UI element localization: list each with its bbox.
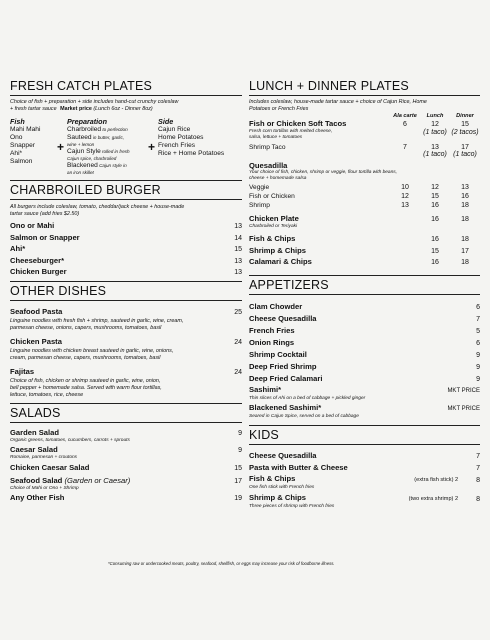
item-name: Ahi* xyxy=(10,244,26,253)
menu-item xyxy=(249,474,480,491)
item-name: Pasta with Butter & Cheese xyxy=(249,462,348,472)
portion-size-note: (Lunch 6oz - Dinner 8oz) xyxy=(91,106,153,112)
fresh-catch-desc-line1: Choice of fish + preparation + side includes hand-cut crunchy coleslaw xyxy=(10,99,179,105)
item-price: 17 xyxy=(234,477,242,485)
menu-item xyxy=(249,361,480,373)
item-name: Chicken Pasta xyxy=(10,336,62,346)
item-price: 24 xyxy=(234,368,242,376)
desc-line: cream, parmesan cheese, capers, mushrooms, tomatoes, basil xyxy=(10,354,161,361)
item-price: 9 xyxy=(476,351,480,359)
item-price: 9 xyxy=(238,429,242,437)
menu-item xyxy=(249,450,480,462)
item-name: Shrimp Taco xyxy=(249,144,286,151)
lunch-dinner-section xyxy=(249,78,480,269)
item-price: 5 xyxy=(476,327,480,335)
item-price: 15 xyxy=(431,193,439,200)
item-price: 16 xyxy=(431,259,439,266)
left-column xyxy=(10,78,242,503)
item-name: Clam Chowder xyxy=(249,301,303,311)
fish-option: Snapper xyxy=(10,142,35,149)
item-description: One fish stick with French fries xyxy=(249,484,315,490)
menu-item xyxy=(10,233,242,245)
item-name: Calamari & Chips xyxy=(249,257,312,266)
prep-detail: to perfection xyxy=(101,127,128,132)
item-price: 9 xyxy=(476,363,480,371)
item-price: 7 xyxy=(476,315,480,323)
menu-item xyxy=(249,234,480,246)
item-price: 17 xyxy=(461,144,469,151)
item-description: Seared in Cajun Spice, served on a bed of cabbage xyxy=(249,413,359,419)
prep-option: Sauteed xyxy=(67,134,92,141)
item-price: 15 xyxy=(431,247,439,255)
prep-option: Cajun Style xyxy=(67,148,101,155)
item-price: 18 xyxy=(461,202,469,209)
menu-item xyxy=(10,307,242,332)
burger-list xyxy=(10,221,242,279)
quesadilla-item xyxy=(249,161,480,209)
appetizer-list xyxy=(249,301,480,420)
kids-list xyxy=(249,450,480,510)
fresh-catch-desc-line2: + fresh tartar sauce xyxy=(10,106,57,112)
burger-desc-line1: All burgers include coleslaw, tomato, cheddar/jack cheese + house-made xyxy=(10,204,185,210)
menu-item xyxy=(249,493,480,510)
menu-item xyxy=(10,445,242,461)
item-name: Garden Salad xyxy=(10,427,59,437)
preparation-header: Preparation xyxy=(67,117,107,126)
item-name: French Fries xyxy=(249,325,295,335)
fish-option: Ono xyxy=(10,134,23,141)
item-name: Fish & Chips xyxy=(249,473,296,483)
prep-option: Blackened xyxy=(67,162,98,169)
item-price: 9 xyxy=(238,446,242,454)
item-price: 12 xyxy=(401,193,409,200)
side-option: Home Potatoes xyxy=(158,134,204,141)
item-description: Thin slices of Ahi on a bed of cabbage + pickled ginger xyxy=(249,395,366,401)
item-price: 17 xyxy=(461,247,469,255)
item-price: 25 xyxy=(234,308,242,316)
menu-item xyxy=(10,244,242,256)
menu-item xyxy=(10,367,242,399)
menu-item xyxy=(249,385,480,402)
burger-title: CHARBROILED BURGER xyxy=(10,180,242,200)
column-header: Dinner xyxy=(456,113,474,119)
item-description: Three pieces of shrimp with French fries xyxy=(249,503,335,509)
plus-sign: + xyxy=(57,139,65,154)
desc-line: bell pepper + homemade salsa. Served with warm flour tortillas, xyxy=(10,384,162,391)
option-label: Fish or Chicken xyxy=(249,193,295,200)
plates-list xyxy=(249,234,480,269)
option-label: Veggie xyxy=(249,184,270,191)
item-price: 6 xyxy=(476,339,480,347)
item-note: (extra fish stick) 2 xyxy=(414,476,459,483)
prep-option: Charbroiled xyxy=(67,126,102,133)
item-name: Fish or Chicken Soft Tacos xyxy=(249,119,347,128)
other-dishes-title: OTHER DISHES xyxy=(10,281,242,301)
menu-item xyxy=(249,214,480,230)
side-option: Cajun Rice xyxy=(158,126,191,133)
item-note: (Garden or Caesar) xyxy=(62,475,131,485)
menu-item xyxy=(249,246,480,258)
item-name: Cheese Quesadilla xyxy=(249,313,317,323)
menu-item xyxy=(249,144,480,158)
item-price: 13 xyxy=(234,269,242,276)
prep-detail: rolled in fresh xyxy=(100,149,130,154)
preparation-column xyxy=(67,117,145,176)
item-name: Chicken Burger xyxy=(10,267,67,276)
menu-item xyxy=(249,337,480,349)
item-price: 9 xyxy=(476,375,480,383)
item-price: MKT PRICE xyxy=(447,405,480,412)
item-price: 7 xyxy=(476,464,480,472)
side-option: French Fries xyxy=(158,142,196,149)
item-price: 13 xyxy=(431,144,439,151)
fresh-catch-title: FRESH CATCH PLATES xyxy=(10,78,242,96)
menu-item xyxy=(10,267,242,279)
salads-title: SALADS xyxy=(10,403,242,423)
side-header: Side xyxy=(158,117,174,126)
desc-line: salsa, lettuce + tomatoes xyxy=(249,135,303,140)
item-price: 15 xyxy=(234,464,242,472)
menu-item xyxy=(10,337,242,362)
menu-item xyxy=(249,462,480,474)
item-price: 16 xyxy=(461,193,469,200)
item-price: 19 xyxy=(234,494,242,502)
other-dishes-section xyxy=(10,281,242,399)
burger-desc-line2: tartar sauce (add fries $2.50) xyxy=(10,211,80,217)
item-name: Onion Rings xyxy=(249,337,295,347)
item-name: Shrimp & Chips xyxy=(249,245,306,255)
item-price: 18 xyxy=(461,216,469,223)
item-name: Any Other Fish xyxy=(10,492,65,502)
item-price: MKT PRICE xyxy=(447,387,480,394)
portion-note: (2 tacos) xyxy=(451,129,479,136)
item-name: Chicken Caesar Salad xyxy=(10,462,90,472)
prep-detail: Cajun style in xyxy=(97,163,127,168)
menu-item xyxy=(249,373,480,385)
desc-line: Linguine noodles with fresh fish + shrimp, sauteed in garlic, wine, cream, xyxy=(10,317,184,324)
item-price: 18 xyxy=(461,236,469,243)
item-price: 10 xyxy=(401,184,409,191)
item-name: Shrimp Cocktail xyxy=(249,349,307,359)
side-column xyxy=(158,117,240,176)
menu-item xyxy=(10,428,242,444)
item-price: 13 xyxy=(401,202,409,209)
item-price: 12 xyxy=(431,121,439,128)
item-price: 14 xyxy=(234,234,242,242)
item-price: 8 xyxy=(476,476,480,484)
item-note: (two extra shrimp) 2 xyxy=(408,495,459,502)
desc-line: cheese + homemade salsa xyxy=(249,176,307,181)
portion-note: (1 taco) xyxy=(423,129,447,136)
menu-item xyxy=(249,313,480,325)
menu-item xyxy=(10,493,242,503)
quesadilla-option xyxy=(249,193,480,200)
item-name: Cheeseburger* xyxy=(10,255,65,265)
column-header: Ala carte xyxy=(393,113,417,119)
fresh-catch-description xyxy=(10,99,242,113)
desc-line: Includes coleslaw, house-made tartar sauce + choice of Cajun Rice, Home xyxy=(249,99,427,105)
item-description xyxy=(10,318,242,332)
kids-section xyxy=(249,425,480,510)
item-price: 12 xyxy=(431,184,439,191)
item-name: Blackened Sashimi* xyxy=(249,402,322,412)
plus-sign: + xyxy=(148,139,156,154)
fresh-catch-section xyxy=(10,78,242,176)
item-name: Deep Fried Calamari xyxy=(249,373,323,383)
option-label: Shrimp xyxy=(249,202,270,209)
portion-note: (1 taco) xyxy=(423,151,447,158)
item-price: 24 xyxy=(234,338,242,346)
prep-detail: an iron skillet xyxy=(67,170,94,175)
burger-description xyxy=(10,204,242,218)
quesadilla-option xyxy=(249,202,480,209)
item-description: Organic greens, tomatoes, cucumbers, carrots + sprouts xyxy=(10,437,130,443)
item-description: Charbroiled or Teriyaki xyxy=(249,224,298,229)
item-name: Seafood Pasta xyxy=(10,306,63,316)
item-description xyxy=(249,170,480,182)
item-price: 16 xyxy=(431,202,439,209)
desc-line: lettuce, tomatoes, rice, cheese xyxy=(10,391,84,398)
column-header: Lunch xyxy=(426,113,444,119)
fish-column xyxy=(10,117,54,176)
item-name: Cheese Quesadilla xyxy=(249,450,317,460)
item-name: Seafood Salad xyxy=(10,475,63,485)
item-price: 15 xyxy=(234,246,242,253)
item-price: 6 xyxy=(403,121,407,128)
fish-option: Ahi* xyxy=(10,150,23,157)
lunch-dinner-description xyxy=(249,99,480,113)
quesadilla-option xyxy=(249,184,480,191)
burger-section xyxy=(10,180,242,279)
right-column xyxy=(249,78,480,510)
menu-item xyxy=(249,257,480,269)
item-price: 7 xyxy=(476,452,480,460)
desc-line: parmesan cheese, onions, capers, mushrooms, tomatoes, basil xyxy=(10,324,162,331)
desc-line: Fresh corn tortillas with melted cheese, xyxy=(249,129,333,134)
fish-option: Salmon xyxy=(10,158,33,165)
appetizers-section xyxy=(249,275,480,420)
item-price: 13 xyxy=(461,184,469,191)
prep-detail: in butter, garlic, xyxy=(91,135,125,140)
desc-line: Choice of fish, chicken or shrimp sauteed in garlic, wine, onion, xyxy=(10,377,161,384)
prep-detail: wine + lemon xyxy=(67,142,95,147)
desc-line: Potatoes or French Fries xyxy=(249,106,309,112)
item-description xyxy=(249,129,332,141)
item-name: Quesadilla xyxy=(249,161,288,170)
item-price: 13 xyxy=(234,223,242,230)
item-description: Choice of Mahi or Ono + Shrimp xyxy=(10,485,79,491)
portion-note: (1 taco) xyxy=(453,151,477,158)
side-option: Rice + Home Potatoes xyxy=(158,150,225,157)
item-price: 16 xyxy=(431,216,439,223)
menu-item xyxy=(249,119,480,141)
item-price: 7 xyxy=(403,144,407,151)
raw-food-disclaimer: *Consuming raw or undercooked meats, poultry, seafood, shellfish, or eggs may increase your risk of foodborne illness. xyxy=(108,561,335,566)
item-price: 16 xyxy=(431,236,439,243)
item-price: 13 xyxy=(234,257,242,265)
market-price-label: Market price xyxy=(60,106,92,112)
desc-line: Linguine noodles with chicken breast sauteed in garlic, wine, onions, xyxy=(10,347,174,354)
item-name: Ono or Mahi xyxy=(10,221,55,230)
item-description: Romaine, parmesan + croutons xyxy=(10,454,78,460)
item-name: Caesar Salad xyxy=(10,444,58,454)
lunch-dinner-title: LUNCH + DINNER PLATES xyxy=(249,78,480,96)
item-price: 8 xyxy=(476,495,480,503)
item-name: Fajitas xyxy=(10,366,35,376)
kids-title: KIDS xyxy=(249,425,480,445)
menu-item xyxy=(249,349,480,361)
fish-option: Mahi Mahi xyxy=(10,126,41,133)
item-price: 18 xyxy=(461,259,469,266)
item-name: Sashimi* xyxy=(249,384,282,394)
item-description xyxy=(10,378,242,399)
item-name: Deep Fried Shrimp xyxy=(249,361,317,371)
menu-item xyxy=(10,221,242,233)
menu-item xyxy=(249,301,480,313)
item-price: 6 xyxy=(476,303,480,311)
fresh-catch-options xyxy=(10,117,242,176)
item-name: Chicken Plate xyxy=(249,214,299,223)
item-name: Shrimp & Chips xyxy=(249,492,306,502)
appetizers-title: APPETIZERS xyxy=(249,275,480,295)
item-description xyxy=(10,348,242,362)
item-name: Salmon or Snapper xyxy=(10,232,80,242)
item-price: 15 xyxy=(461,121,469,128)
menu-item xyxy=(249,403,480,420)
desc-line: Your choice of fish, chicken, shrimp or veggie, flour tortilla with beans, xyxy=(249,170,397,175)
menu-item xyxy=(10,463,242,473)
menu-item xyxy=(10,476,242,492)
item-name: Fish & Chips xyxy=(249,234,296,243)
menu-item xyxy=(10,256,242,268)
prep-detail: Cajun spice, charbroiled xyxy=(67,156,117,161)
fish-header: Fish xyxy=(10,117,25,126)
menu-item xyxy=(249,325,480,337)
salads-section xyxy=(10,403,242,503)
